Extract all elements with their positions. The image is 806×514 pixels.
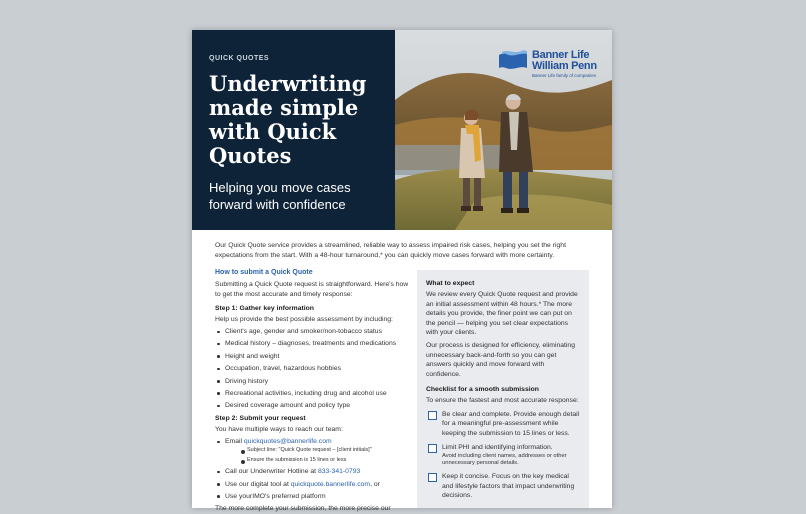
main-column [215, 268, 411, 514]
email-prefix: Email [225, 438, 242, 446]
checklist-item [426, 410, 580, 438]
list-item: Desired coverage amount and policy type [225, 401, 411, 411]
logo-tagline: Banner Life family of companies [532, 73, 597, 78]
digital-tool-link[interactable]: quickquote.bannerlife.com [290, 480, 371, 488]
email-sublist [225, 447, 411, 464]
checklist-text: Limit PHI and identifying information. [442, 444, 553, 452]
tool-prefix: Use our digital tool at [225, 480, 289, 488]
checkbox-icon[interactable] [428, 444, 437, 453]
section-title: How to submit a Quick Quote [215, 269, 313, 276]
list-item: Height and weight [225, 352, 411, 362]
hotline-prefix: Call our Underwriter Hotline at [225, 468, 317, 476]
section-lead: Submitting a Quick Quote request is straightforward. Here's how to get the most accurate and timely response: [215, 281, 409, 298]
logo-line-2: William Penn [532, 60, 597, 72]
page-title: Underwriting made simple with Quick Quotes [209, 71, 367, 168]
email-link[interactable]: quickquotes@bannerlife.com [243, 438, 332, 446]
page-subtitle: Helping you move cases forward with confidence [209, 180, 351, 212]
list-item: Use yourIMO's preferred platform [225, 492, 411, 502]
sidebar-box [417, 270, 589, 508]
flag-logo-icon [498, 50, 528, 72]
list-item: Client's age, gender and smoker/non-tobacco status [225, 327, 411, 337]
logo-line-1: Banner Life [532, 49, 590, 61]
checklist-title: Checklist for a smooth submission [426, 386, 539, 394]
intro-paragraph: Our Quick Quote service provides a streamlined, reliable way to assess impaired risk cases, helping you set the right expectations from the start. With a 48-hour turnaround,* you can quickly move cases forward with more certainty. [215, 242, 566, 259]
checklist-item [426, 443, 580, 467]
tool-suffix: , or [370, 480, 380, 488]
checklist-fine-print: Avoid including client names, addresses or other unnecessary personal details. [442, 452, 567, 466]
list-item: Occupation, travel, hazardous hobbies [225, 364, 411, 374]
sub-list-item: Ensure the submission is 15 lines or less [247, 457, 411, 465]
checklist-text: Be clear and complete. Provide enough detail for a meaningful pre-assessment while keeping the submission to 15 lines or less. [442, 410, 580, 437]
checkbox-icon[interactable] [428, 411, 437, 420]
sub-list-item: Subject line: "Quick Quote request – [client initials]" [247, 447, 411, 455]
closing-text: The more complete your submission, the more precise our [215, 505, 391, 513]
hotline-link[interactable]: 833-341-0793 [317, 468, 361, 476]
expect-paragraph-2: Our process is designed for efficiency, eliminating unnecessary back-and-forth so you can get answers quickly and move forward with confidence. [426, 342, 575, 378]
checklist-text: Keep it concise. Focus on the key medical and lifestyle factors that impact underwriting decisions. [442, 473, 575, 500]
step-1-title: Step 1: Gather key information [215, 305, 314, 312]
hero-banner [192, 30, 395, 230]
expect-title: What to expect [426, 280, 475, 287]
list-item: Recreational activities, including drug and alcohol use [225, 389, 411, 399]
checklist-lead: To ensure the fastest and most accurate response: [426, 397, 579, 405]
eyebrow-label: QUICK QUOTES [209, 55, 270, 62]
step-2-lead: You have multiple ways to reach our team: [215, 426, 343, 434]
step-1-lead: Help us provide the best possible assessment by including: [215, 316, 393, 323]
list-item: Medical history – diagnoses, treatments and medications [225, 339, 411, 349]
list-item [225, 467, 411, 477]
list-item [225, 480, 411, 490]
step-2-title: Step 2: Submit your request [215, 415, 306, 423]
document-page [192, 30, 612, 513]
checklist-item [426, 472, 580, 500]
checkbox-icon[interactable] [428, 473, 437, 482]
step-1-list [215, 327, 411, 411]
expect-paragraph-1: We review every Quick Quote request and provide an initial assessment within 48 hours.* The more details you provide, the finer point we can put on the pencil — helping you set clear expectations with your clients. [426, 291, 578, 337]
step-2-list [215, 437, 411, 502]
list-item: Driving history [225, 377, 411, 387]
list-item [225, 437, 411, 464]
